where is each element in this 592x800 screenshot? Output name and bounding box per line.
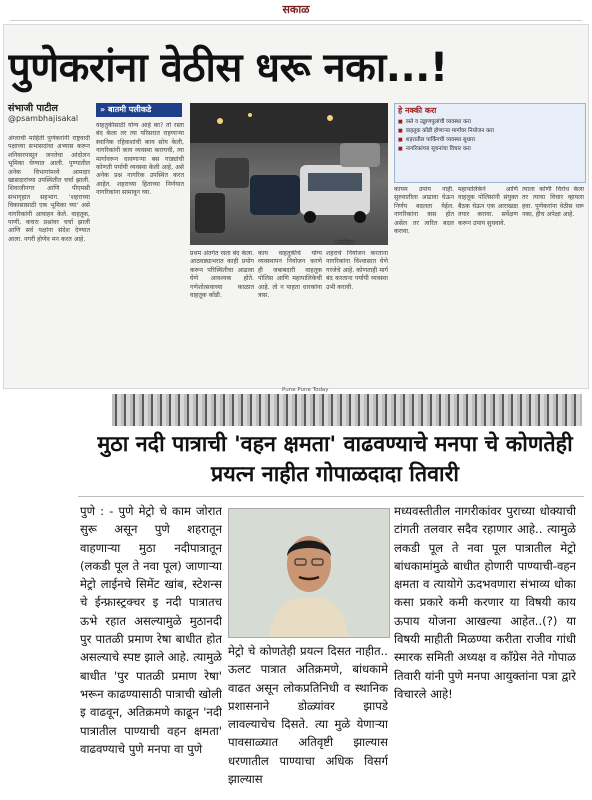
clip1-twitter-handle: @psambhajisakal — [8, 114, 79, 123]
clip1-photo-caption: (संग्रहित) — [335, 239, 356, 246]
clip2-column-1: पुणे : - पुणे मेट्रो चे काम जोरात सुरू असून पुणे शहरातून वाहणाऱ्या मुठा नदीपात्रातून (लकडी पूल ते नवा पूल) जाणाऱ्या मेट्रो लाईनचे सिमेंट खांब, स्टेशन्स चे ईन्फ्रास्ट्रक्चर इ नदी पात्रातच ऊभे रहात असल्यामुळे मुठानदी पुर पातळी प्रमाण रेषा बाधीत होत असल्याचे स्पष्ट झाले आहे. त्यामुळे बाधीत 'पुर पातळी प्रमाण रेषा' भरून काढण्यासाठी पात्राची खोली इ वाढवून, अतिक्रमणे काढून 'नदी पात्रातील पाण्याची वहन क्षमता' वाढवण्याचे पुणे मनपा वा पुणे — [80, 504, 222, 756]
clip1-column-4: काय वाहतुकीचे योग्य व्यवस्थापन नियोजन करणे ही जबाबदारी वाहतूक पोलिस आणि महापालिकेची आहे. तो न पाहता धारकांना त्रास. — [258, 250, 322, 300]
list-item: ■ रस्ते व उड्डाणपुलांची व्यवस्था करा — [398, 118, 580, 127]
portrait-photo — [228, 508, 390, 638]
clip1-column-1: अंग्लाची माहिती पुणेकरांनी राष्ट्रवादी पक्षाच्या सभासदांचा अभ्यास करून शनिवारपासून जनतेचा आंदोलन भूमिका घेण्यात आली. पुण्यातील अनेक विभागांमध्ये आमदार खासदारांच्या उपस्थितीत चर्चा झाली. शिवाजीनगर आणि पीएमसी सभागृहात सहभाग. 'शहराच्या विकासासाठी एक भूमिका घ्या' असे नागरिकांनी आवाहन केले. वाहतूक, पाणी, कचरा प्रश्नांवर चर्चा झाली आणि सर्व पक्षांना संदेश देण्यात आला. नगरी होणेव मन करत आहे. — [8, 135, 90, 243]
clip2-column-2: मेट्रो चे कोणतेही प्रयत्न दिसत नाहीत.. ऊलट पात्रात अतिक्रमणे, बांधकामे वाढत असून लोकप्रतिनिधी व स्थानिक प्रशासनाने डोळ्यांवर झापडे लावल्याचेच दिसते. त्या मुळे येणाऱ्या पावसाळ्यात अतिवृष्टी झाल्यास धरणातील पाण्याचा अधिक विसर्ग झाल्यास — [228, 644, 388, 787]
clip2-column-3: मध्यवस्तीतील नागरीकांवर पुराच्या धोक्याची टांगती तलवार सदैव रहाणार आहे.. त्यामुळे लकडी पूल ते नवा पूल पात्रातील मेट्रो बांधकामांमुळे बाधीत होणारी पाण्याची-वहन क्षमता व त्यायोगे ऊदभवणारा संभाव्य धोका कसा प्रकारे कमी करणार या विषयी काय ऊपाय योजना आखल्या आहेत..(?) या विषयी माहीती मिळण्या करीता राजीव गांधी स्मारक समिती अध्यक्ष व कॉंग्रेस नेते गोपाळ तिवारी यांनी पुणे मनपा आयुक्तांना पत्रा द्वारे विचारले आहे! — [394, 504, 576, 701]
masthead: सकाळ — [0, 0, 592, 20]
clip1-byline: संभाजी पाटील — [8, 103, 58, 114]
masthead-rule — [10, 20, 582, 21]
clip1-footer: Pune Pune Today — [282, 387, 329, 393]
clip1-column-6: कायम उपाय नाही. सुरुवातीला आढावा घेऊन निर्णय बदलता येईल. नागरिकांना त्रास होत असेल तर त्वरित बदल करावा. — [394, 186, 454, 236]
clip1-column-5: शहराचे नियोजन करताना नागरिकांना विश्वासात घेणे गरजेचे आहे. कोणताही मार्ग बंद करताना पर्यायी व्यवस्था उभी करावी. — [326, 250, 388, 291]
clip1-column-7: महापालिकेने आणि वाहतूक पोलिसांनी संयुक्त बैठक घेऊन एक आराखडा तयार करावा. सर्वेक्षण करून उपाय सुचवावे. — [458, 186, 518, 227]
list-item: ■ शहरातील पार्किंगची व्यवस्था सुधारा — [398, 136, 580, 145]
traffic-photo — [190, 103, 388, 245]
building-photo-strip — [112, 394, 582, 426]
double-chevron-icon: » — [100, 105, 106, 114]
clip1-box-title: हे नक्की करा — [398, 106, 437, 115]
list-item: ■ वाहतूक कोंडी होणाऱ्या मार्गांवर नियोजन करा — [398, 127, 580, 136]
clip1-box-list — [398, 118, 580, 154]
clip1-column-2: वाहतुकीसाठी योग्य आहे का? तो रस्ता बंद केला तर त्या परिसरात राहणाऱ्या स्थानिक रहिवाशांची काय सोय केली, नागरिकांनी काय व्यवस्था करायची, त्या मार्गावरून धावणाऱ्या बस गाड्यांची कोणती पर्यायी व्यवस्था केली आहे, असे अनेक प्रश्न नागरिक उपस्थित करत आहेत. शहराच्या हिताच्या निर्णयात नागरिकांना सामावून घ्या. — [96, 122, 184, 197]
clip2-rule — [78, 496, 584, 497]
clip1-column-8: त्याला कोणी विरोध केला तर त्याचा विचार व्हायला हवा. पुणेकरांना वेठीस धरू नका, हीच अपेक्षा आहे. — [522, 186, 584, 219]
clip1-column-3: प्रथम अंतर्गत रस्ता बंद केला. आठवड्याभरात काही प्रयोग करून परिस्थितीचा आढावा घेणे आवश्यक होते. गणेशोत्सवाच्या काळात वाहतूक कोंडी. — [190, 250, 254, 300]
clip1-headline: पुणेकरांना वेठीस धरू नका...! — [8, 45, 448, 91]
person-portrait-icon — [229, 509, 389, 637]
list-item: ■ नागरिकांच्या सूचनांचा विचार करा — [398, 145, 580, 154]
traffic-scene-icon — [190, 103, 388, 245]
clip1-section-tag-label: बातमी पलीकडे — [107, 105, 152, 114]
clip1-section-tag — [96, 103, 182, 117]
clip2-headline: मुठा नदी पात्राची 'वहन क्षमता' वाढवण्याचे मनपा चे कोणतेही प्रयत्न नाहीत गोपाळदादा तिवारी — [97, 432, 573, 487]
